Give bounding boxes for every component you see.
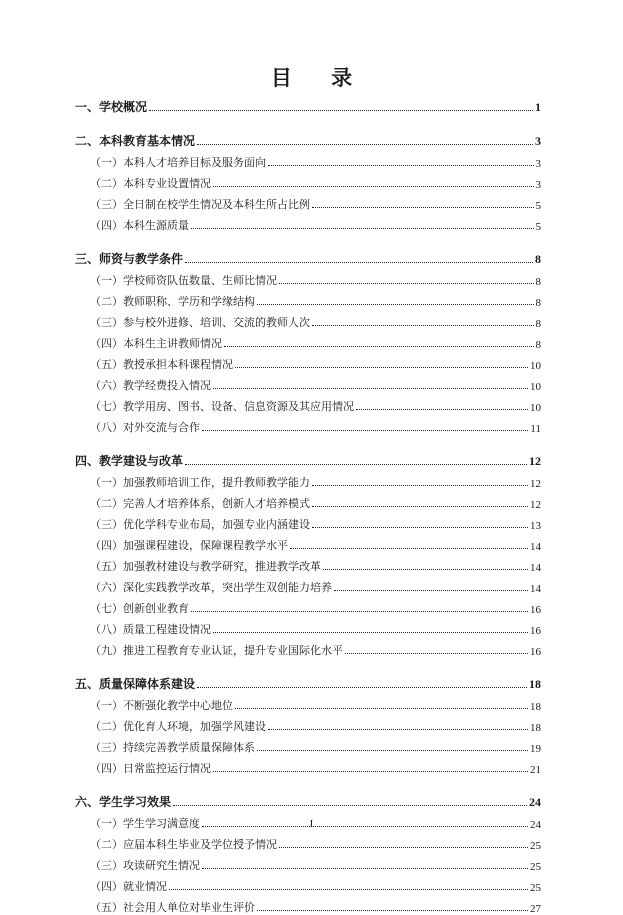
dot-leader <box>202 868 528 869</box>
toc-section-entry[interactable] <box>75 330 541 351</box>
toc-entry-label: （五）社会用人单位对毕业生评价 <box>90 901 255 914</box>
toc-chapter-entry[interactable] <box>75 446 541 469</box>
toc-section-entry[interactable] <box>75 372 541 393</box>
toc-entry-label: （六）深化实践教学改革，突出学生双创能力培养 <box>90 581 332 594</box>
dot-leader <box>235 708 528 709</box>
toc-entry-page-number: 16 <box>530 604 541 616</box>
toc-entry-label: （八）对外交流与合作 <box>90 421 200 434</box>
toc-entry-label: （二）完善人才培养体系，创新人才培养模式 <box>90 497 310 510</box>
toc-entry-label: （三）参与校外进修、培训、交流的教师人次 <box>90 316 310 329</box>
toc-entry-label: 二、本科教育基本情况 <box>75 134 196 148</box>
toc-section-entry[interactable] <box>75 755 541 776</box>
toc-section-entry[interactable] <box>75 852 541 873</box>
dot-leader <box>312 325 534 326</box>
toc-entry-label: （八）质量工程建设情况 <box>90 623 211 636</box>
dot-leader <box>197 687 527 688</box>
toc-entry-page-number: 10 <box>530 381 541 393</box>
toc-entry-page-number: 5 <box>535 200 541 212</box>
dot-leader <box>312 207 534 208</box>
page-number: I <box>309 818 314 830</box>
dot-leader <box>356 409 528 410</box>
toc-entry-label: （一）学生学习满意度 <box>90 817 200 830</box>
toc-entry-label: 一、学校概况 <box>75 100 148 114</box>
toc-entry-page-number: 25 <box>530 882 541 894</box>
dot-leader <box>191 228 534 229</box>
dot-leader <box>279 283 534 284</box>
toc-entry-label: 六、学生学习效果 <box>75 795 172 809</box>
toc-entry-label: （三）优化学科专业布局，加强专业内涵建设 <box>90 518 310 531</box>
toc-chapter-entry[interactable] <box>75 787 541 810</box>
toc-entry-page-number: 1 <box>535 100 541 114</box>
toc-section-entry[interactable] <box>75 692 541 713</box>
dot-leader <box>290 548 528 549</box>
toc-entry-page-number: 10 <box>530 402 541 414</box>
toc-entry-label: （一）本科人才培养目标及服务面向 <box>90 156 266 169</box>
toc-section-entry[interactable] <box>75 511 541 532</box>
toc-chapter-entry[interactable] <box>75 126 541 149</box>
toc-entry-page-number: 10 <box>530 360 541 372</box>
toc-entry-page-number: 14 <box>530 541 541 553</box>
dot-leader <box>312 506 528 507</box>
dot-leader <box>202 430 528 431</box>
toc-entry-page-number: 24 <box>529 795 541 809</box>
dot-leader <box>345 653 528 654</box>
toc-entry-page-number: 19 <box>530 743 541 755</box>
toc-entry-page-number: 8 <box>535 339 541 351</box>
toc-section-entry[interactable] <box>75 831 541 852</box>
toc-section-entry[interactable] <box>75 532 541 553</box>
toc-entry-page-number: 18 <box>530 701 541 713</box>
toc-entry-label: （五）教授承担本科课程情况 <box>90 358 233 371</box>
toc-entry-page-number: 3 <box>535 179 541 191</box>
toc-entry-page-number: 16 <box>530 625 541 637</box>
toc-entry-page-number: 11 <box>530 423 541 435</box>
toc-entry-label: （四）本科生源质量 <box>90 219 189 232</box>
dot-leader <box>268 165 534 166</box>
dot-leader <box>149 110 533 111</box>
toc-entry-label: （二）优化育人环境，加强学风建设 <box>90 720 266 733</box>
dot-leader <box>257 750 528 751</box>
toc-entry-page-number: 27 <box>530 903 541 915</box>
toc-section-entry[interactable] <box>75 469 541 490</box>
toc-entry-page-number: 12 <box>530 478 541 490</box>
toc-section-entry[interactable] <box>75 637 541 658</box>
toc-entry-label: （七）创新创业教育 <box>90 602 189 615</box>
toc-entry-page-number: 14 <box>530 562 541 574</box>
toc-entry-page-number: 18 <box>530 722 541 734</box>
dot-leader <box>312 527 528 528</box>
table-of-contents <box>75 92 541 915</box>
dot-leader <box>185 464 527 465</box>
toc-section-entry[interactable] <box>75 574 541 595</box>
dot-leader <box>224 346 534 347</box>
toc-entry-page-number: 14 <box>530 583 541 595</box>
toc-section-entry[interactable] <box>75 393 541 414</box>
dot-leader <box>197 144 533 145</box>
toc-entry-page-number: 18 <box>529 677 541 691</box>
toc-entry-page-number: 25 <box>530 861 541 873</box>
toc-entry-page-number: 13 <box>530 520 541 532</box>
toc-entry-label: 三、师资与教学条件 <box>75 252 184 266</box>
dot-leader <box>185 262 533 263</box>
toc-entry-page-number: 8 <box>535 252 541 266</box>
toc-entry-label: （一）学校师资队伍数量、生师比情况 <box>90 274 277 287</box>
toc-entry-label: （三）全日制在校学生情况及本科生所占比例 <box>90 198 310 211</box>
dot-leader <box>213 186 534 187</box>
toc-section-entry[interactable] <box>75 309 541 330</box>
toc-entry-page-number: 12 <box>530 499 541 511</box>
toc-section-entry[interactable] <box>75 149 541 170</box>
dot-leader <box>213 388 528 389</box>
toc-chapter-entry[interactable] <box>75 92 541 115</box>
toc-entry-page-number: 8 <box>535 297 541 309</box>
toc-entry-label: （一）不断强化教学中心地位 <box>90 699 233 712</box>
toc-entry-page-number: 12 <box>529 454 541 468</box>
toc-section-entry[interactable] <box>75 267 541 288</box>
toc-entry-label: 五、质量保障体系建设 <box>75 677 196 691</box>
toc-chapter-entry[interactable] <box>75 244 541 267</box>
toc-entry-label: （四）本科生主讲教师情况 <box>90 337 222 350</box>
toc-entry-label: （四）加强课程建设，保障课程教学水平 <box>90 539 288 552</box>
dot-leader <box>257 910 528 911</box>
toc-chapter-entry[interactable] <box>75 669 541 692</box>
toc-section-entry[interactable] <box>75 191 541 212</box>
toc-entry-label: （四）就业情况 <box>90 880 167 893</box>
toc-entry-label: （三）持续完善教学质量保障体系 <box>90 741 255 754</box>
toc-entry-page-number: 8 <box>535 276 541 288</box>
toc-entry-page-number: 16 <box>530 646 541 658</box>
toc-entry-label: 四、教学建设与改革 <box>75 454 184 468</box>
toc-entry-page-number: 21 <box>530 764 541 776</box>
toc-section-entry[interactable] <box>75 713 541 734</box>
toc-section-entry[interactable] <box>75 553 541 574</box>
dot-leader <box>213 771 528 772</box>
dot-leader <box>268 729 528 730</box>
toc-section-entry[interactable] <box>75 414 541 435</box>
toc-entry-page-number: 25 <box>530 840 541 852</box>
toc-entry-page-number: 3 <box>535 158 541 170</box>
dot-leader <box>235 367 528 368</box>
toc-entry-label: （六）教学经费投入情况 <box>90 379 211 392</box>
toc-section-entry[interactable] <box>75 288 541 309</box>
dot-leader <box>312 485 528 486</box>
dot-leader <box>213 632 528 633</box>
toc-entry-page-number: 3 <box>535 134 541 148</box>
toc-entry-label: （二）教师职称、学历和学缘结构 <box>90 295 255 308</box>
toc-section-entry[interactable] <box>75 490 541 511</box>
toc-section-entry[interactable] <box>75 616 541 637</box>
dot-leader <box>169 889 528 890</box>
dot-leader <box>173 805 527 806</box>
dot-leader <box>334 590 528 591</box>
page-title: 目 录 <box>270 65 369 90</box>
toc-section-entry[interactable] <box>75 170 541 191</box>
dot-leader <box>257 304 534 305</box>
toc-entry-label: （二）应届本科生毕业及学位授予情况 <box>90 838 277 851</box>
toc-entry-label: （一）加强教师培训工作，提升教师教学能力 <box>90 476 310 489</box>
toc-section-entry[interactable] <box>75 734 541 755</box>
toc-entry-page-number: 24 <box>530 819 541 831</box>
dot-leader <box>279 847 528 848</box>
toc-section-entry[interactable] <box>75 351 541 372</box>
toc-entry-label: （二）本科专业设置情况 <box>90 177 211 190</box>
toc-entry-label: （三）攻读研究生情况 <box>90 859 200 872</box>
toc-section-entry[interactable] <box>75 595 541 616</box>
toc-entry-page-number: 8 <box>535 318 541 330</box>
dot-leader <box>191 611 528 612</box>
toc-entry-label: （七）教学用房、图书、设备、信息资源及其应用情况 <box>90 400 354 413</box>
toc-entry-page-number: 5 <box>535 221 541 233</box>
toc-entry-label: （九）推进工程教育专业认证，提升专业国际化水平 <box>90 644 343 657</box>
toc-section-entry[interactable] <box>75 212 541 233</box>
toc-section-entry[interactable] <box>75 873 541 894</box>
dot-leader <box>323 569 528 570</box>
toc-entry-label: （五）加强教材建设与教学研究，推进教学改革 <box>90 560 321 573</box>
toc-section-entry[interactable] <box>75 894 541 915</box>
toc-entry-label: （四）日常监控运行情况 <box>90 762 211 775</box>
